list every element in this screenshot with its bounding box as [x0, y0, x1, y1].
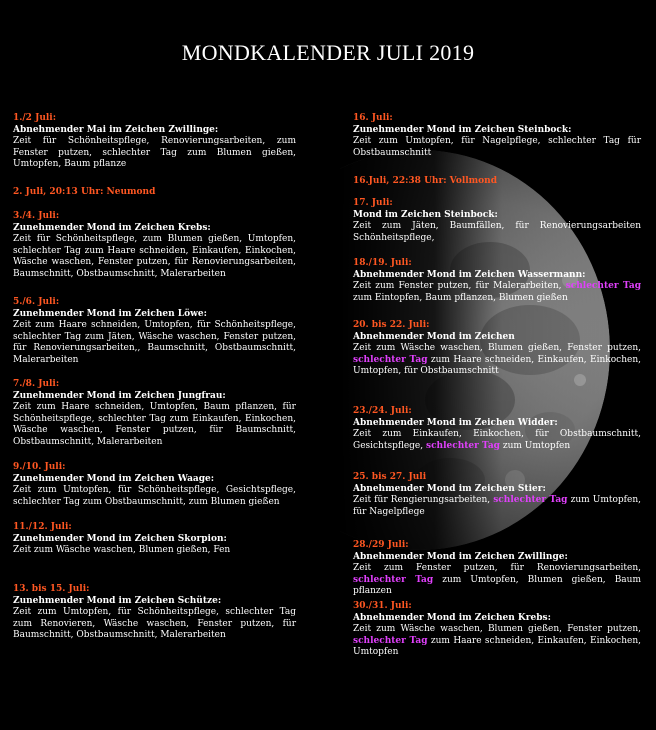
calendar-entry: [353, 406, 641, 452]
entry-heading: Zunehmender Mond im Zeichen Schütze:: [13, 595, 222, 606]
bad-day-label: schlechter Tag: [353, 635, 428, 646]
calendar-entry: [13, 522, 296, 557]
entry-date: 20. bis 22. Juli:: [353, 320, 430, 330]
entry-date: 7./8. Juli:: [13, 379, 60, 389]
calendar-entry: [353, 472, 641, 518]
entry-body: Zeit zum Wäsche waschen, Blumen gießen, Fenster putzen, schlechter Tag zum Haare schneiden, Einkaufen, Einkochen, Umtopfen, für Obstbaumschnitt: [353, 343, 641, 377]
entry-heading: Zunehmender Mond im Zeichen Krebs:: [13, 222, 211, 233]
entry-heading: Zunehmender Mond im Zeichen Waage:: [13, 473, 215, 484]
entry-body: Zeit zum Wäsche waschen, Blumen gießen, Fenster putzen, schlechter Tag zum Haare schneiden, Einkaufen, Einkochen, Umtopfen: [353, 624, 641, 658]
calendar-entry: [353, 198, 641, 244]
entry-heading: Zunehmender Mond im Zeichen Löwe:: [13, 308, 207, 319]
entry-date: 1./2 Juli:: [13, 113, 57, 123]
entry-date: 11./12. Juli:: [13, 522, 72, 532]
page-title: MONDKALENDER JULI 2019: [181, 40, 475, 65]
entry-body: Zeit für Schönheitspflege, Renovierungsarbeiten, zum Fenster putzen, schlechter Tag zum Blumen gießen, Umtopfen, Baum pflanze: [13, 136, 296, 170]
entry-date: 25. bis 27. Juli: [353, 472, 427, 482]
entry-body: Zeit zum Haare schneiden, Umtopfen, Baum pflanzen, für Schönheitspflege, schlechter Tag zum Einkaufen, Einkochen, Wäsche waschen, Fenster putzen, für Baumschnitt, Obstbaumschnitt, Malerarbeiten: [13, 402, 296, 447]
calendar-entry: [13, 297, 296, 367]
calendar-entry: [353, 113, 641, 159]
calendar-entry: [13, 379, 296, 449]
calendar-entry: [13, 211, 296, 281]
bad-day-label: schlechter Tag: [493, 495, 568, 506]
entry-heading: Zunehmender Mond im Zeichen Skorpion:: [13, 533, 227, 544]
calendar-entry: [13, 187, 296, 199]
entry-date: 28./29 Juli:: [353, 540, 409, 550]
calendar-entry: [353, 320, 641, 378]
calendar-entry: [13, 584, 296, 642]
entry-date: 5./6. Juli:: [13, 297, 60, 307]
entry-heading: Abnehmender Mond im Zeichen: [353, 331, 515, 342]
entry-heading: Abnehmender Mond im Zeichen Krebs:: [353, 612, 551, 623]
entry-body: Zeit zum Umtopfen, für Nagelpflege, schlechter Tag für Obstbaumschnitt: [353, 136, 641, 158]
calendar-entry: [353, 258, 641, 304]
entry-body: Zeit zum Fenster putzen, für Renovierungsarbeiten, schlechter Tag zum Umtopfen, Blumen gießen, Baum pflanzen: [353, 563, 641, 597]
bad-day-label: schlechter Tag: [426, 440, 500, 451]
entry-heading: Zunehmender Mond im Zeichen Jungfrau:: [13, 390, 226, 401]
bad-day-label: schlechter Tag: [565, 281, 641, 292]
calendar-entry: [13, 462, 296, 508]
entry-body: Zeit für Rengierungsarbeiten, schlechter Tag zum Umtopfen, für Nagelpflege: [353, 495, 641, 517]
entry-heading: Abnehmender Mond im Zeichen Zwillinge:: [353, 551, 568, 562]
entry-date: 16. Juli:: [353, 113, 393, 123]
entry-body: Zeit zum Wäsche waschen, Blumen gießen, Fen: [13, 545, 231, 556]
entry-body: Zeit zum Umtopfen, für Schönheitspflege, schlechter Tag zum Renovieren, Wäsche waschen, Fenster putzen, für Baumschnitt, Obstbaumschnitt, Malerarbeiten: [13, 607, 296, 641]
bad-day-label: schlechter Tag: [353, 354, 428, 365]
entry-date: 23./24. Juli:: [353, 406, 412, 416]
entry-date: 13. bis 15. Juli:: [13, 584, 90, 594]
entry-heading: Zunehmender Mond im Zeichen Steinbock:: [353, 124, 572, 135]
entry-date: 9./10. Juli:: [13, 462, 66, 472]
calendar-entry: [353, 601, 641, 659]
entry-date: 2. Juli, 20:13 Uhr: Neumond: [13, 187, 156, 197]
entry-body: Zeit zum Einkaufen, Einkochen, für Obstbaumschnitt, Gesichtspflege, schlechter Tag zum Umtopfen: [353, 429, 641, 451]
entry-heading: Abnehmender Mond im Zeichen Widder:: [353, 417, 558, 428]
calendar-entry: [353, 540, 641, 598]
entry-body: Zeit für Schönheitspflege, zum Blumen gießen, Umtopfen, schlechter Tag zum Haare schneiden, Einkaufen, Einkochen, Wäsche waschen, Fenster putzen, für Renovierungsarbeiten, Baumschnitt, Obstbaumschnitt, Malerarbeiten: [13, 234, 296, 279]
entry-heading: Abnehmender Mai im Zeichen Zwillinge:: [13, 124, 219, 135]
entry-date: 18./19. Juli:: [353, 258, 412, 268]
calendar-entry: [13, 113, 296, 171]
entry-body: Zeit zum Umtopfen, für Schönheitspflege, Gesichtspflege, schlechter Tag zum Obstbaumschnitt, zum Blumen gießen: [13, 485, 296, 507]
entry-body: Zeit zum Jäten, Baumfällen, für Renovierungsarbeiten Schönheitspflege,: [353, 221, 641, 243]
entry-date: 16.Juli, 22:38 Uhr: Vollmond: [353, 176, 498, 186]
entry-heading: Abnehmender Mond im Zeichen Stier:: [353, 483, 546, 494]
calendar-entry: [353, 176, 641, 188]
entry-heading: Abnehmender Mond im Zeichen Wassermann:: [353, 269, 586, 280]
entry-heading: Mond im Zeichen Steinbock:: [353, 209, 498, 220]
entry-date: 30./31. Juli:: [353, 601, 412, 611]
bad-day-label: schlechter Tag: [353, 574, 434, 585]
entry-body: Zeit zum Fenster putzen, für Malerarbeiten, schlechter Tag zum Eintopfen, Baum pflanzen, Blumen gießen: [353, 281, 641, 303]
entry-date: 17. Juli:: [353, 198, 393, 208]
entry-body: Zeit zum Haare schneiden, Umtopfen, für Schönheitspflege, schlechter Tag zum Jäten, Wäsche waschen, Fenster putzen, für Renovierungsarbeiten,, Baumschnitt, Obstbaumschnitt, Malerarbeiten: [13, 320, 296, 365]
entry-date: 3./4. Juli:: [13, 211, 60, 221]
